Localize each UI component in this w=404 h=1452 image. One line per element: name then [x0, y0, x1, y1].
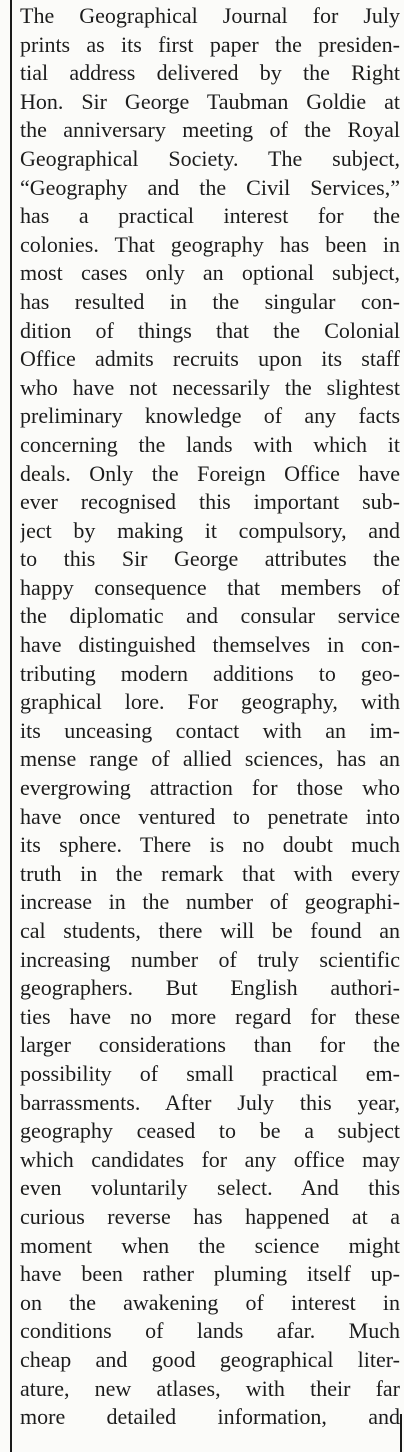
- text-line: prints as its first paper the presiden-: [20, 31, 400, 57]
- text-line: most cases only an optional subject,: [20, 260, 400, 286]
- text-line: more detailed information, and: [20, 1404, 400, 1430]
- text-line: the diplomatic and consular service: [20, 603, 400, 629]
- text-line: larger considerations than for the: [20, 1032, 400, 1058]
- text-line: curious reverse has happened at a: [20, 1203, 400, 1229]
- text-line: barrassments. After July this year,: [20, 1089, 400, 1115]
- text-line: cheap and good geographical liter-: [20, 1346, 400, 1372]
- text-line: its sphere. There is no doubt much: [20, 832, 400, 858]
- text-line: tial address delivered by the Right: [20, 60, 400, 86]
- text-line: Geographical Society. The subject,: [20, 145, 400, 171]
- text-line: even voluntarily select. And this: [20, 1175, 400, 1201]
- text-line: have distinguished themselves in con-: [20, 632, 400, 658]
- text-line: graphical lore. For geography, with: [20, 689, 400, 715]
- text-line: Office admits recruits upon its staff: [20, 346, 400, 372]
- text-line: have been rather pluming itself up-: [20, 1261, 400, 1287]
- text-line: evergrowing attraction for those who: [20, 775, 400, 801]
- text-line: which candidates for any office may: [20, 1146, 400, 1172]
- text-line: conditions of lands afar. Much: [20, 1318, 400, 1344]
- text-line: ever recognised this important sub-: [20, 489, 400, 515]
- text-line: increasing number of truly scientific: [20, 946, 400, 972]
- text-line: deals. Only the Foreign Office have: [20, 460, 400, 486]
- text-line: its unceasing contact with an im-: [20, 717, 400, 743]
- text-line: ties have no more regard for these: [20, 1003, 400, 1029]
- text-line: ject by making it compulsory, and: [20, 517, 400, 543]
- text-line: have once ventured to penetrate into: [20, 803, 400, 829]
- text-line: geographers. But English authori-: [20, 975, 400, 1001]
- text-line: increase in the number of geographi-: [20, 889, 400, 915]
- text-line: who have not necessarily the slightest: [20, 374, 400, 400]
- text-line: the anniversary meeting of the Royal: [20, 117, 400, 143]
- text-line: truth in the remark that with every: [20, 860, 400, 886]
- text-line: The Geographical Journal for July: [20, 3, 400, 28]
- text-line: ature, new atlases, with their far: [20, 1375, 400, 1401]
- text-line: has a practical interest for the: [20, 203, 400, 229]
- text-line: “Geography and the Civil Services,”: [20, 174, 400, 200]
- text-line: possibility of small practical em-: [20, 1060, 400, 1086]
- text-line: Hon. Sir George Taubman Goldie at: [20, 88, 400, 114]
- text-line: has resulted in the singular con-: [20, 288, 400, 314]
- column-rule-left: [10, 0, 12, 1452]
- text-line: geography ceased to be a subject: [20, 1118, 400, 1144]
- text-line: happy consequence that members of: [20, 574, 400, 600]
- text-line: on the awakening of interest in: [20, 1289, 400, 1315]
- text-line: tributing modern additions to geo-: [20, 660, 400, 686]
- text-line: mense range of allied sciences, has an: [20, 746, 400, 772]
- text-line: moment when the science might: [20, 1232, 400, 1258]
- column-rule-right: [400, 1414, 402, 1452]
- text-line: dition of things that the Colonial: [20, 317, 400, 343]
- text-line: concerning the lands with which it: [20, 431, 400, 457]
- text-line: colonies. That geography has been in: [20, 231, 400, 257]
- text-line: to this Sir George attributes the: [20, 546, 400, 572]
- text-line: preliminary knowledge of any facts: [20, 403, 400, 429]
- article-column: [20, 2, 400, 1432]
- text-line: cal students, there will be found an: [20, 918, 400, 943]
